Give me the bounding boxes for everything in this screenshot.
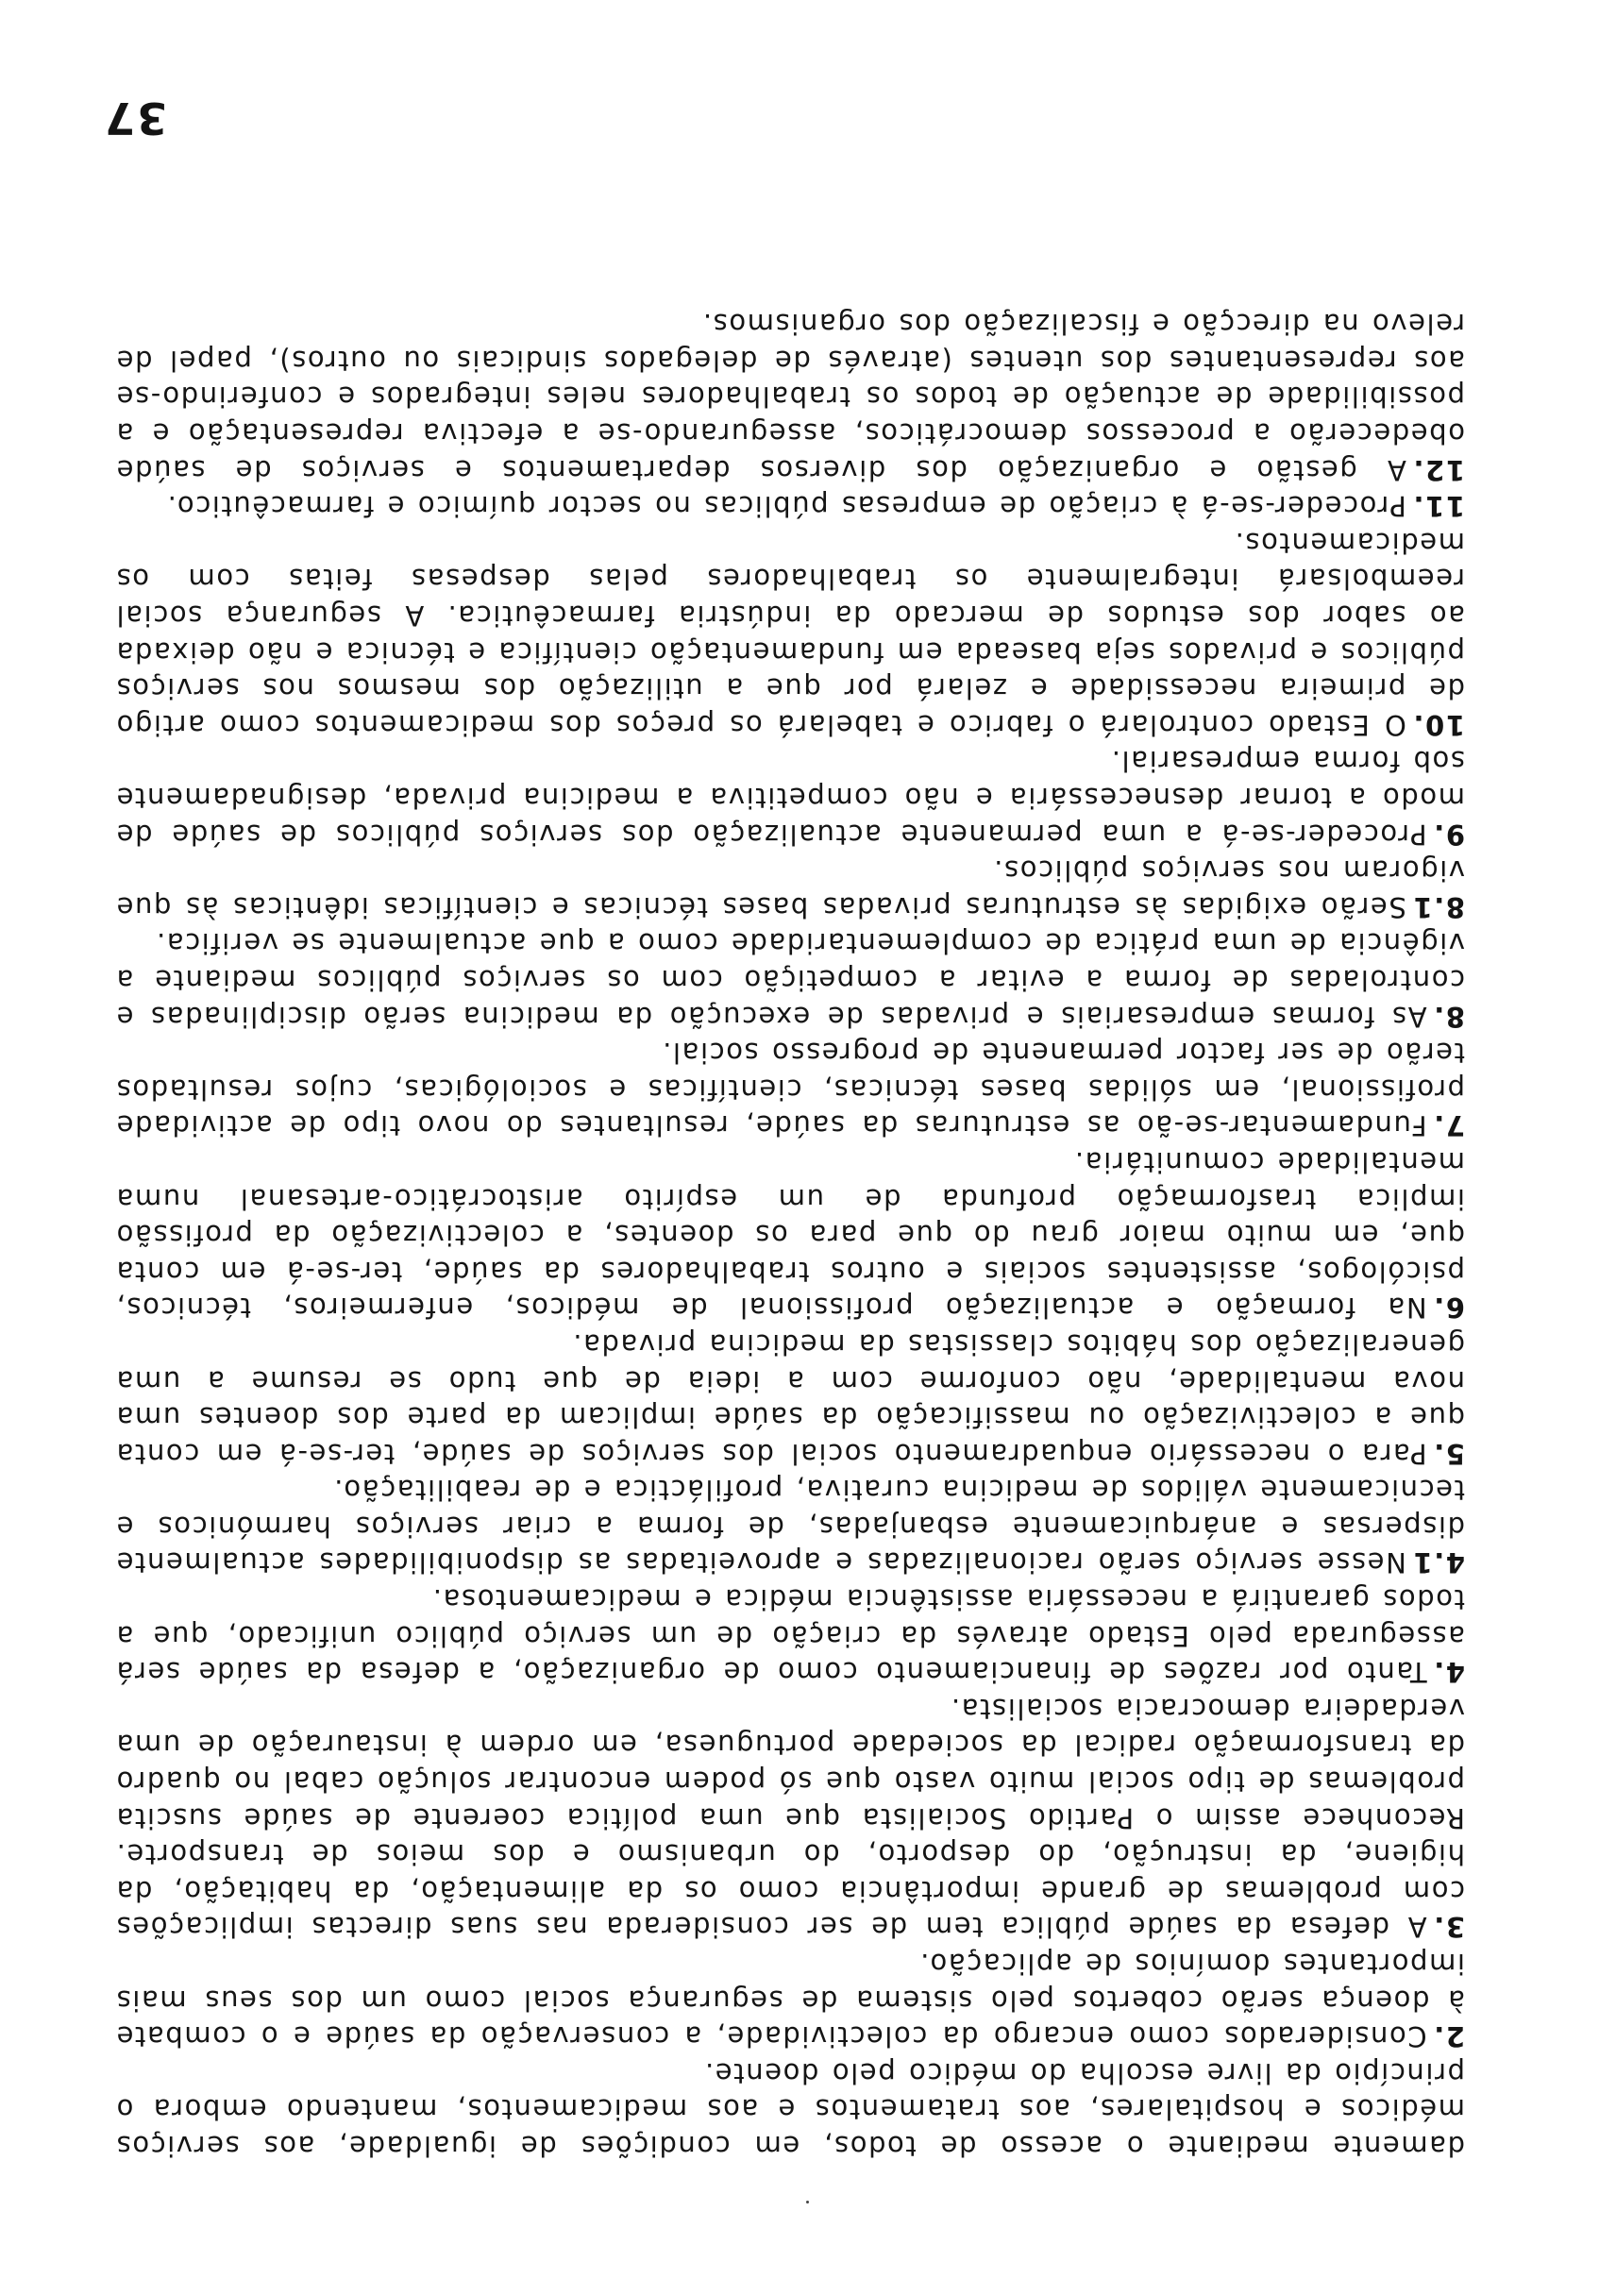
paragraph-number: 10. bbox=[1411, 708, 1465, 741]
paragraph-number: 12. bbox=[1411, 453, 1465, 486]
paragraph bbox=[115, 1581, 1465, 1691]
paragraph-number: 8.1 bbox=[1411, 890, 1465, 923]
paragraph-text: Na formação e actualização profissional de médicos, enfermeiros, técnicos, psicólogos, assistentes sociais e outros trabalhadores da saúde, ter-se-á em conta que, em muito maior grau do que para os doentes, a colectivização da profissão implica trasformação profunda de um espírito aristocrático-artesanal numa mentalidade comunitária. bbox=[115, 1145, 1465, 1325]
paragraph bbox=[115, 1143, 1465, 1325]
paragraph-number: 3. bbox=[1432, 1911, 1465, 1944]
paragraph-text: Proceder-se-á à criação de empresas públicas no sector químico e farmacêutico. bbox=[166, 490, 1406, 523]
page-number: 37 bbox=[102, 93, 167, 144]
paragraph bbox=[115, 1690, 1465, 1945]
paragraph-text: Proceder-se-á a uma permanente actualização dos serviços públicos de saúde de modo a tornar desnecessária e não competitiva a medicina privada, designadamente sob forma empresarial. bbox=[115, 745, 1465, 851]
paragraph-number: 6. bbox=[1432, 1292, 1465, 1325]
paragraph-text: damente mediante o acesso de todos, em condições de igualdade, aos serviços médicos e hospitalares, aos tratamentos e aos medicamentos, mantendo embora o princípio da livre escolha do médico pelo doente. bbox=[115, 2056, 1465, 2162]
paragraph-number: 8. bbox=[1432, 1000, 1465, 1033]
paragraph-text: A defesa da saúde pública tem de ser considerada nas suas directas implicações com problemas de grande importância como os da alimentação, da habitação, da higiene, da instrução, do desporto, do urbanismo e dos meios de transporte. Reconhece assim o Partido Socialista que uma política coerente de saúde suscita problemas de tipo social muito vasto que só podem encontrar solução cabal no quadro da transformação radical da sociedade portuguesa, em ordem à instauração de uma verdadeira democracia socialista. bbox=[115, 1692, 1465, 1944]
paragraph-number: 7. bbox=[1432, 1109, 1465, 1142]
paragraph bbox=[115, 1945, 1465, 2054]
paragraph bbox=[115, 853, 1465, 925]
paragraph-text: Serão exigidas às estruturas privadas bases técnicas e científicas idênticas às que vigoram nos serviços públicos. bbox=[115, 854, 1465, 923]
paragraph-text: Fundamentar-se-ão as estruturas da saúde, resultantes do novo tipo de actividade profissional, em sólidas bases técnicas, científicas e sociológicas, cujos resultados terão de ser factor permanente de progresso social. bbox=[115, 1037, 1465, 1142]
paragraph-text: Nesse serviço serão racionalizadas e aproveitadas as disponibilidades actualmente dispersas e anárquicamente esbanjadas, de forma a criar serviços harmónicos e tecnicamente válidos de medicina curativa, profiláctica e de reabilitação. bbox=[115, 1474, 1465, 1579]
paragraph-number: 4. bbox=[1432, 1656, 1465, 1689]
paragraph bbox=[115, 743, 1465, 853]
paragraph-number: 4.1 bbox=[1411, 1546, 1465, 1579]
paragraph bbox=[115, 306, 1465, 488]
paragraph-number: 11. bbox=[1411, 490, 1465, 523]
paragraph bbox=[115, 524, 1465, 743]
paragraph bbox=[115, 1035, 1465, 1144]
paragraph bbox=[115, 1472, 1465, 1581]
paragraph bbox=[115, 925, 1465, 1035]
paragraph bbox=[115, 488, 1465, 525]
paragraph-number: 2. bbox=[1432, 2020, 1465, 2053]
paragraph-text: Considerados como encargo da colectividade, a conservação da saúde e o combate à doença serão cobertos pelo sistema de segurança social como um dos seus mais importantes domínios de aplicação. bbox=[115, 1948, 1465, 2053]
paragraph-text: O Estado controlará o fabrico e tabelará os preços dos medicamentos como artigo de primeira necessidade e zelará por que a utilização dos mesmos nos serviços públicos e privados seja baseada em fundamentação científica e técnica e não deixada ao sabor dos estudos de mercado da indústria farmacêutica. A segurança social reembolsará integralmente os trabalhadores pelas despesas feitas com os medicamentos. bbox=[115, 526, 1465, 741]
document-body bbox=[115, 306, 1465, 2164]
scan-speck bbox=[806, 2201, 809, 2203]
paragraph-text: Tanto por razões de financiamento como de organização, a defesa da saúde será assegurada pelo Estado através da criação de um serviço público unificado, que a todos garantirá a necessária assistência médica e medicamentosa. bbox=[115, 1583, 1465, 1689]
paragraph bbox=[115, 2054, 1465, 2164]
paragraph-text: A gestão e organização dos diversos departamentos e serviços de saúde obedecerão a processos democráticos, assegurando-se a efectiva representação e a possibilidade de actuação de todos os trabalhadores neles integrados e conferindo-se aos representantes dos utentes (através de delegados sindicais ou outros), papel de relevo na direcção e fiscalização dos organismos. bbox=[115, 308, 1465, 486]
paragraph-number: 5. bbox=[1432, 1437, 1465, 1470]
paragraph bbox=[115, 1325, 1465, 1471]
paragraph-text: Para o necessário enquadramento social dos serviços de saúde, ter-se-á em conta que a colectivização ou massificação da saúde implicam da parte dos doentes uma nova mentalidade, não conforme com a ideia de que tudo se resume a uma generalização dos hábitos classistas da medicina privada. bbox=[115, 1327, 1465, 1470]
paragraph-number: 9. bbox=[1432, 818, 1465, 851]
paragraph-text: As formas empresariais e privadas de execução da medicina serão disciplinadas e controladas de forma a evitar a competição com os serviços públicos mediante a vigência de uma prática de complementaridade como a que actualmente se verifica. bbox=[115, 927, 1465, 1033]
